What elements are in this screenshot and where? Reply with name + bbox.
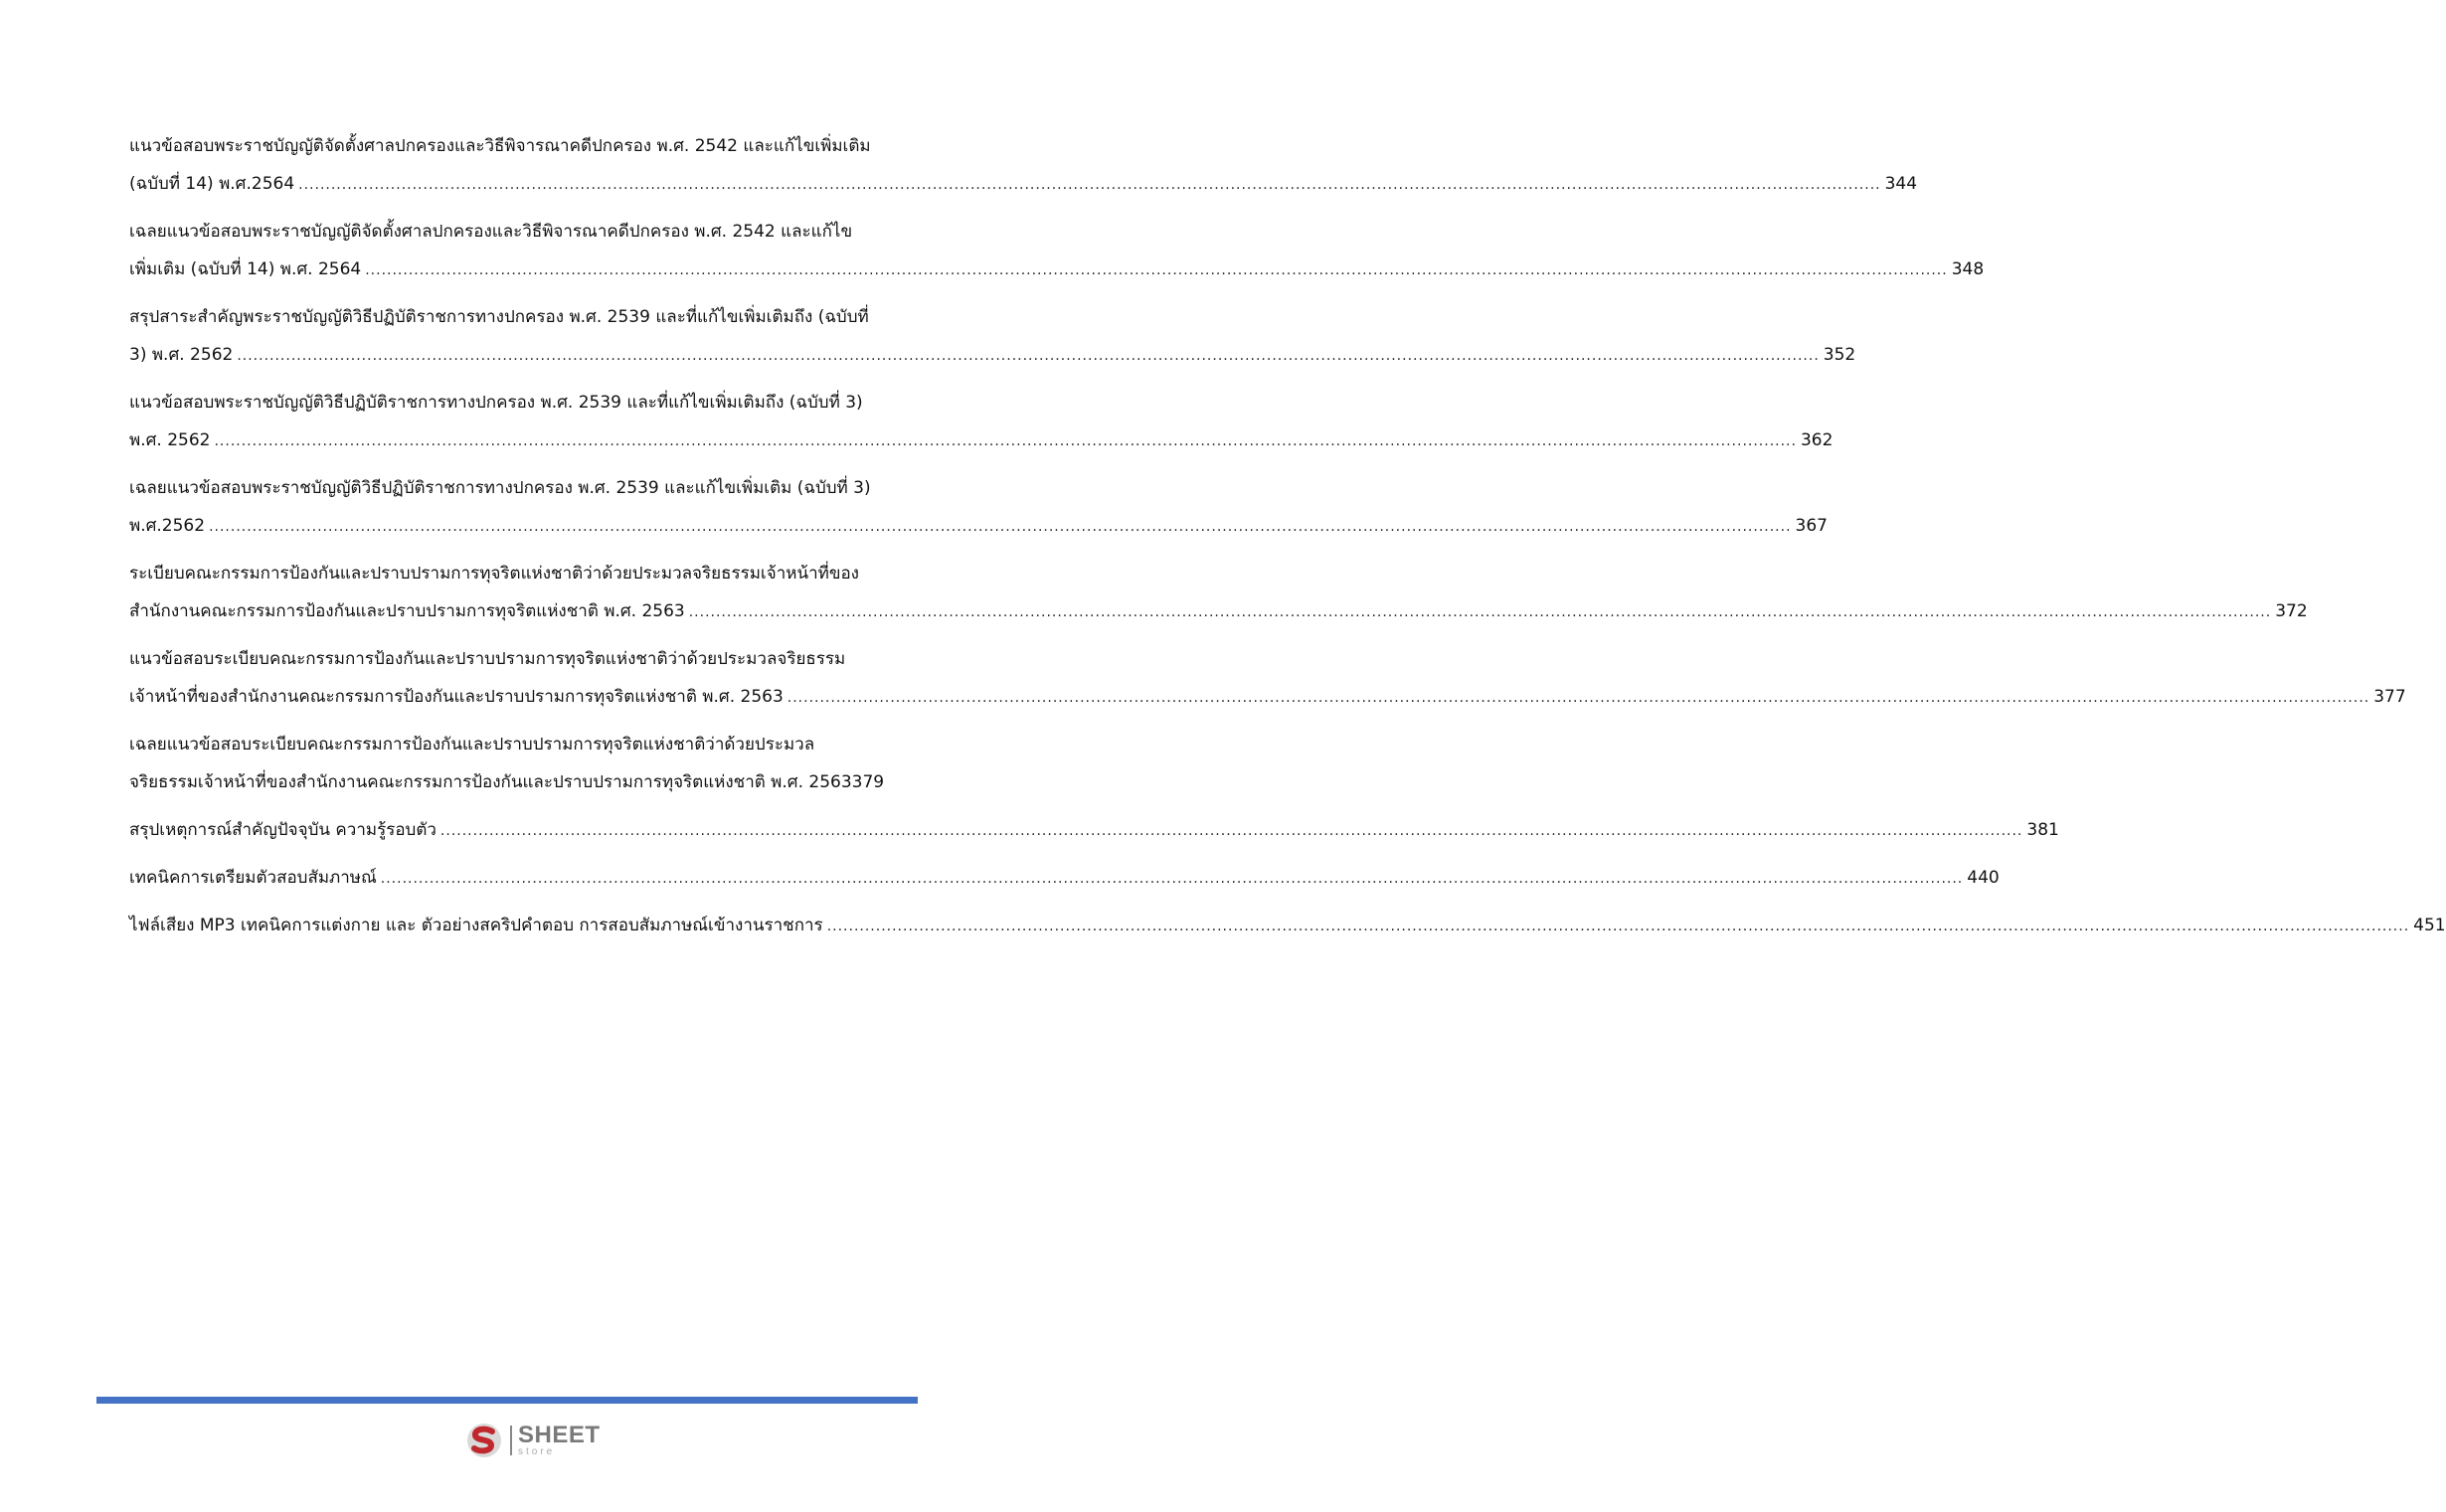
dot-leader: [689, 593, 2271, 631]
toc-entry-title: เฉลยแนวข้อสอบพระราชบัญญัติวิธีปฏิบัติราชการทางปกครอง พ.ศ. 2539 และแก้ไขเพิ่มเติม (ฉบับที่ 3): [129, 478, 871, 498]
toc-entry-title: เพิ่มเติม (ฉบับที่ 14) พ.ศ. 2564: [129, 259, 362, 279]
dot-leader: [787, 679, 2369, 717]
toc-entry-title: พ.ศ.2562: [129, 516, 206, 536]
toc-entry-line: [129, 165, 1918, 203]
toc-entry-title: (ฉบับที่ 14) พ.ศ.2564: [129, 174, 295, 194]
toc-page-number: 377: [2373, 687, 2406, 707]
toc-entry-title: พ.ศ. 2562: [129, 430, 211, 450]
toc-entry-title: ไฟล์เสียง MP3 เทคนิคการแต่งกาย และ ตัวอย่างสคริปคำตอบ การสอบสัมภาษณ์เข้างานราชการ: [129, 916, 823, 935]
toc-page-number: 348: [1951, 259, 1985, 279]
dot-leader: [214, 422, 1796, 460]
toc-entry-line: [129, 298, 940, 336]
toc-entry-line: [129, 678, 2406, 716]
toc-entry[interactable]: [129, 469, 1828, 545]
toc-entry-line: [129, 469, 940, 507]
footer-rule: [96, 1397, 918, 1404]
toc-entry[interactable]: [129, 726, 940, 801]
dot-leader: [440, 812, 2022, 850]
dot-leader: [365, 252, 1947, 289]
logo-sub-text: store: [518, 1446, 556, 1457]
toc-entry-title: จริยธรรมเจ้าหน้าที่ของสำนักงานคณะกรรมการป้องกันและปราบปรามการทุจริตแห่งชาติ พ.ศ. 2563: [129, 772, 852, 792]
toc-entry-line: [129, 127, 940, 165]
toc-entry-title: แนวข้อสอบพระราชบัญญัติวิธีปฏิบัติราชการทางปกครอง พ.ศ. 2539 และที่แก้ไขเพิ่มเติมถึง (ฉบับที่ 3): [129, 393, 863, 413]
logo-text: [518, 1424, 601, 1457]
toc-entry-title: แนวข้อสอบระเบียบคณะกรรมการป้องกันและปราบปรามการทุจริตแห่งชาติว่าด้วยประมวลจริยธรรม: [129, 649, 846, 669]
dot-leader: [381, 860, 1963, 898]
toc-entry-title: เจ้าหน้าที่ของสำนักงานคณะกรรมการป้องกันและปราบปรามการทุจริตแห่งชาติ พ.ศ. 2563: [129, 687, 784, 707]
toc-entry-title: ระเบียบคณะกรรมการป้องกันและปราบปรามการทุจริตแห่งชาติว่าด้วยประมวลจริยธรรมเจ้าหน้าที่ของ: [129, 564, 859, 584]
toc-entry-line: [129, 592, 2308, 630]
toc-page-number: 372: [2275, 601, 2308, 621]
sheet-store-logo: [464, 1420, 601, 1461]
toc-entry-line: [129, 384, 940, 421]
dot-leader: [237, 337, 1819, 375]
toc-page-number: 379: [851, 772, 885, 792]
toc-entry-line: [129, 336, 1856, 374]
table-of-contents: [129, 127, 2446, 954]
toc-page-number: 362: [1800, 430, 1834, 450]
sheet-store-s-icon: [464, 1420, 504, 1461]
toc-page-number: 451: [2413, 916, 2446, 935]
toc-entry-line: [129, 907, 2446, 944]
toc-entry-line: [129, 811, 2059, 849]
toc-entry-line: [129, 640, 940, 678]
toc-entry[interactable]: [129, 127, 1918, 203]
toc-page-number: 381: [2026, 820, 2059, 840]
toc-entry[interactable]: [129, 811, 2059, 849]
logo-separator: [510, 1426, 512, 1455]
toc-entry-title: เทคนิคการเตรียมตัวสอบสัมภาษณ์: [129, 868, 377, 888]
toc-entry[interactable]: [129, 640, 2406, 716]
toc-entry-line: [129, 555, 940, 592]
toc-entry[interactable]: [129, 298, 1856, 374]
toc-page-number: 352: [1823, 345, 1856, 365]
logo-main-text: SHEET: [518, 1422, 601, 1448]
toc-entry-line: [129, 507, 1828, 545]
toc-entry-line: [129, 763, 940, 801]
toc-page-number: 440: [1967, 868, 2000, 888]
toc-entry[interactable]: [129, 907, 2446, 944]
toc-entry-line: [129, 213, 940, 251]
toc-entry-title: เฉลยแนวข้อสอบพระราชบัญญัติจัดตั้งศาลปกครองและวิธีพิจารณาคดีปกครอง พ.ศ. 2542 และแก้ไข: [129, 222, 853, 242]
toc-entry-title: แนวข้อสอบพระราชบัญญัติจัดตั้งศาลปกครองและวิธีพิจารณาคดีปกครอง พ.ศ. 2542 และแก้ไขเพิ่มเติม: [129, 136, 871, 156]
dot-leader: [209, 508, 1791, 546]
toc-entry[interactable]: [129, 213, 1985, 288]
toc-entry-title: เฉลยแนวข้อสอบระเบียบคณะกรรมการป้องกันและปราบปรามการทุจริตแห่งชาติว่าด้วยประมวล: [129, 735, 815, 755]
toc-entry-title: สรุปเหตุการณ์สำคัญปัจจุบัน ความรู้รอบตัว: [129, 820, 437, 840]
dot-leader: [298, 166, 1880, 204]
toc-entry-title: 3) พ.ศ. 2562: [129, 345, 234, 365]
toc-entry-line: [129, 859, 2000, 897]
toc-entry[interactable]: [129, 384, 1834, 459]
toc-entry-line: [129, 251, 1985, 288]
toc-entry-line: [129, 726, 940, 763]
toc-entry-title: สำนักงานคณะกรรมการป้องกันและปราบปรามการทุจริตแห่งชาติ พ.ศ. 2563: [129, 601, 685, 621]
toc-entry[interactable]: [129, 555, 2308, 630]
toc-page-number: 344: [1884, 174, 1918, 194]
dot-leader: [827, 908, 2409, 945]
toc-entry[interactable]: [129, 859, 2000, 897]
toc-entry-title: สรุปสาระสำคัญพระราชบัญญัติวิธีปฏิบัติราชการทางปกครอง พ.ศ. 2539 และที่แก้ไขเพิ่มเติมถึง (ฉบับที่: [129, 307, 869, 327]
toc-page-number: 367: [1795, 516, 1828, 536]
toc-entry-line: [129, 421, 1834, 459]
